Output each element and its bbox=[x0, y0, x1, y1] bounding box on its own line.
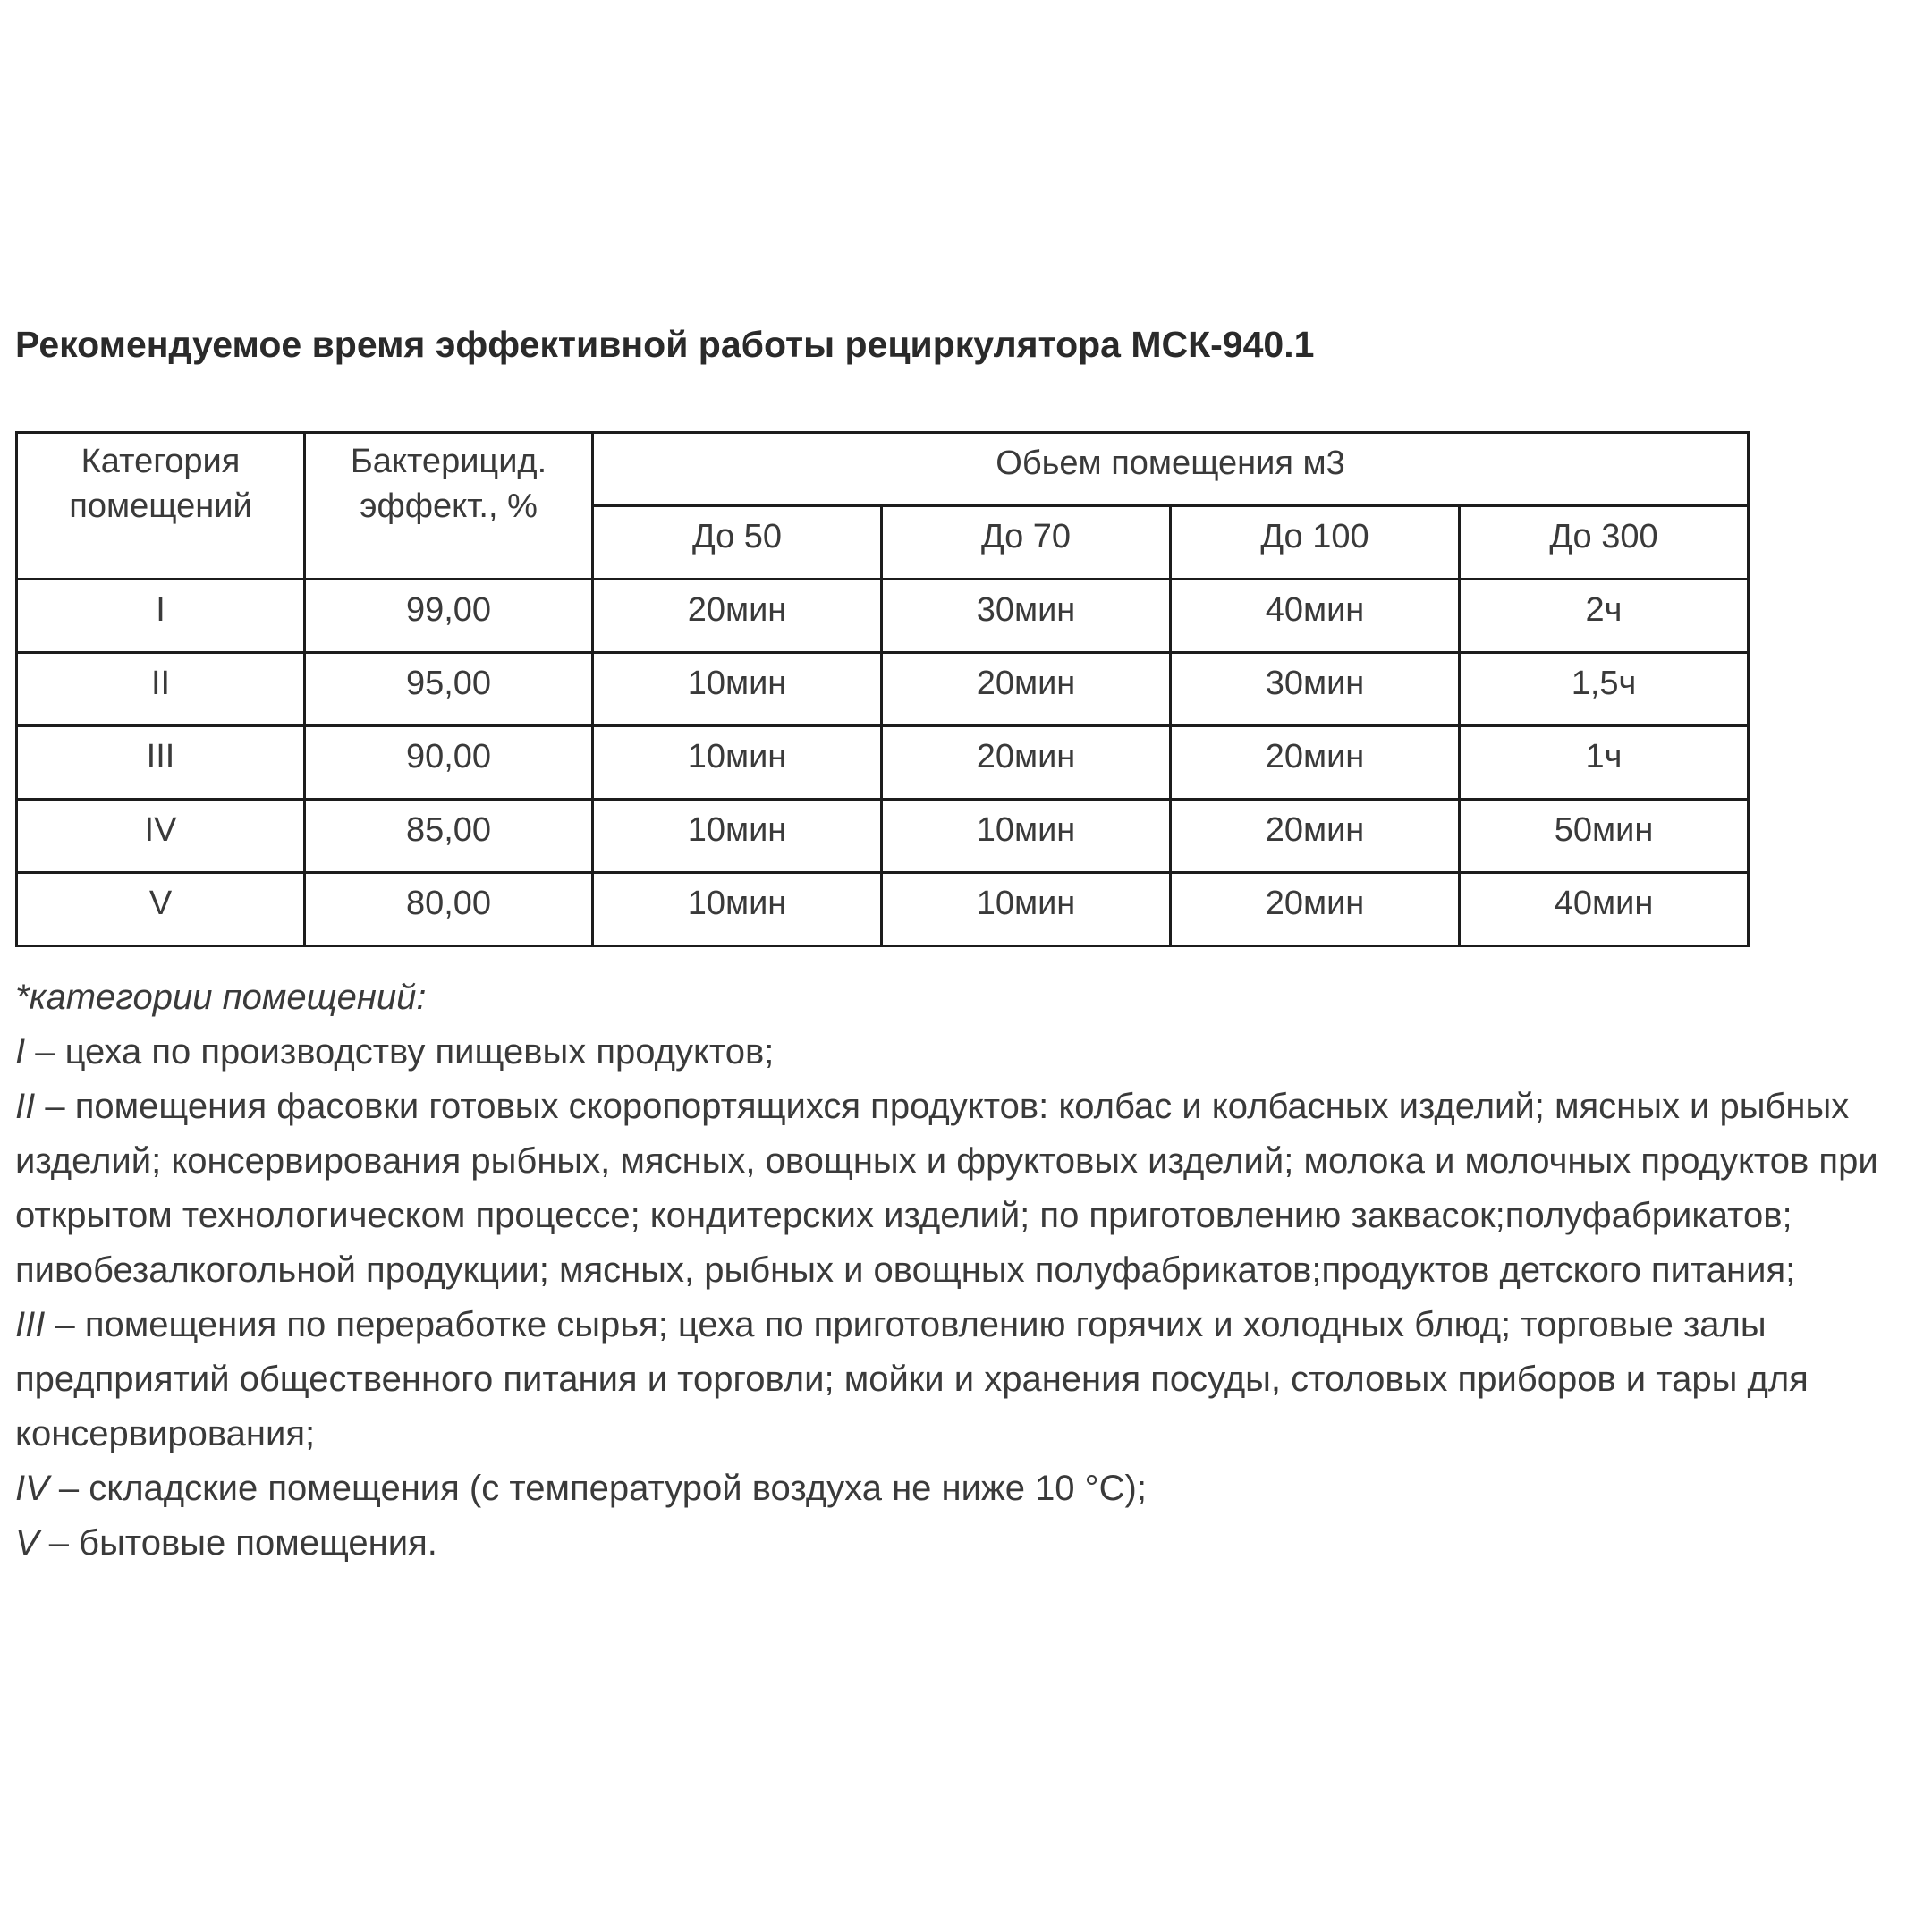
table-row bbox=[17, 873, 1749, 946]
category-notes bbox=[15, 970, 1920, 1571]
page-title: Рекомендуемое время эффективной работы рециркулятора МСК-940.1 bbox=[15, 324, 1315, 365]
cell-time: 20мин bbox=[1171, 800, 1460, 873]
header-volume-col: До 100 bbox=[1171, 506, 1460, 580]
cell-time: 20мин bbox=[882, 726, 1171, 800]
cell-time: 1,5ч bbox=[1460, 653, 1749, 726]
header-volume: Обьем помещения м3 bbox=[593, 433, 1749, 506]
cell-time: 2ч bbox=[1460, 580, 1749, 653]
note-text: – складские помещения (с температурой воздуха не ниже 10 °С); bbox=[48, 1469, 1147, 1508]
cell-time: 50мин bbox=[1460, 800, 1749, 873]
cell-time: 20мин bbox=[1171, 873, 1460, 946]
table-row bbox=[17, 726, 1749, 800]
cell-time: 10мин bbox=[593, 800, 882, 873]
note-item bbox=[15, 1516, 1920, 1571]
table-row bbox=[17, 800, 1749, 873]
note-text: – помещения по переработке сырья; цеха по приготовлению горячих и холодных блюд; торговые залы предприятий общественного питания и торговли; мойки и хранения посуды, столовых приборов и тары для консервирования; bbox=[15, 1305, 1809, 1453]
note-item bbox=[15, 1080, 1920, 1298]
header-volume-col: До 70 bbox=[882, 506, 1171, 580]
cell-time: 40мин bbox=[1460, 873, 1749, 946]
note-item bbox=[15, 1298, 1920, 1462]
efficiency-table bbox=[15, 431, 1750, 947]
cell-time: 30мин bbox=[1171, 653, 1460, 726]
table-header-row bbox=[17, 433, 1749, 506]
note-text: – помещения фасовки готовых скоропортящихся продуктов: колбас и колбасных изделий; мясных и рыбных изделий; консервирования рыбных, мясных, овощных и фруктовых изделий; молока и молочных продуктов при открытом технологическом процессе; кондитерских изделий; по приготовлению заквасок;полуфабрикатов; пивобезалкогольной продукции; мясных, рыбных и овощных полуфабрикатов;продуктов детского питания; bbox=[15, 1087, 1878, 1290]
cell-time: 20мин bbox=[882, 653, 1171, 726]
cell-category: III bbox=[17, 726, 305, 800]
cell-time: 1ч bbox=[1460, 726, 1749, 800]
note-category-mark: V bbox=[15, 1523, 39, 1563]
header-effect: Бактерицид. эффект., % bbox=[305, 433, 593, 580]
cell-time: 20мин bbox=[593, 580, 882, 653]
notes-heading: *категории помещений: bbox=[15, 978, 427, 1017]
cell-effect: 90,00 bbox=[305, 726, 593, 800]
header-volume-col: До 50 bbox=[593, 506, 882, 580]
note-text: – цеха по производству пищевых продуктов; bbox=[25, 1032, 775, 1072]
cell-time: 10мин bbox=[882, 873, 1171, 946]
cell-time: 10мин bbox=[593, 726, 882, 800]
table-row bbox=[17, 653, 1749, 726]
header-category: Категория помещений bbox=[17, 433, 305, 580]
note-category-mark: III bbox=[15, 1305, 46, 1344]
table-row bbox=[17, 580, 1749, 653]
cell-time: 40мин bbox=[1171, 580, 1460, 653]
cell-time: 10мин bbox=[593, 873, 882, 946]
cell-effect: 95,00 bbox=[305, 653, 593, 726]
cell-time: 10мин bbox=[882, 800, 1171, 873]
cell-category: V bbox=[17, 873, 305, 946]
note-category-mark: I bbox=[15, 1032, 26, 1072]
note-text: – бытовые помещения. bbox=[38, 1523, 437, 1563]
cell-category: I bbox=[17, 580, 305, 653]
note-item bbox=[15, 1462, 1920, 1516]
cell-category: II bbox=[17, 653, 305, 726]
header-volume-col: До 300 bbox=[1460, 506, 1749, 580]
note-category-mark: IV bbox=[15, 1469, 49, 1508]
note-category-mark: II bbox=[15, 1087, 36, 1126]
cell-category: IV bbox=[17, 800, 305, 873]
cell-time: 10мин bbox=[593, 653, 882, 726]
cell-effect: 85,00 bbox=[305, 800, 593, 873]
cell-effect: 80,00 bbox=[305, 873, 593, 946]
cell-time: 30мин bbox=[882, 580, 1171, 653]
cell-time: 20мин bbox=[1171, 726, 1460, 800]
note-item bbox=[15, 1025, 1920, 1080]
cell-effect: 99,00 bbox=[305, 580, 593, 653]
